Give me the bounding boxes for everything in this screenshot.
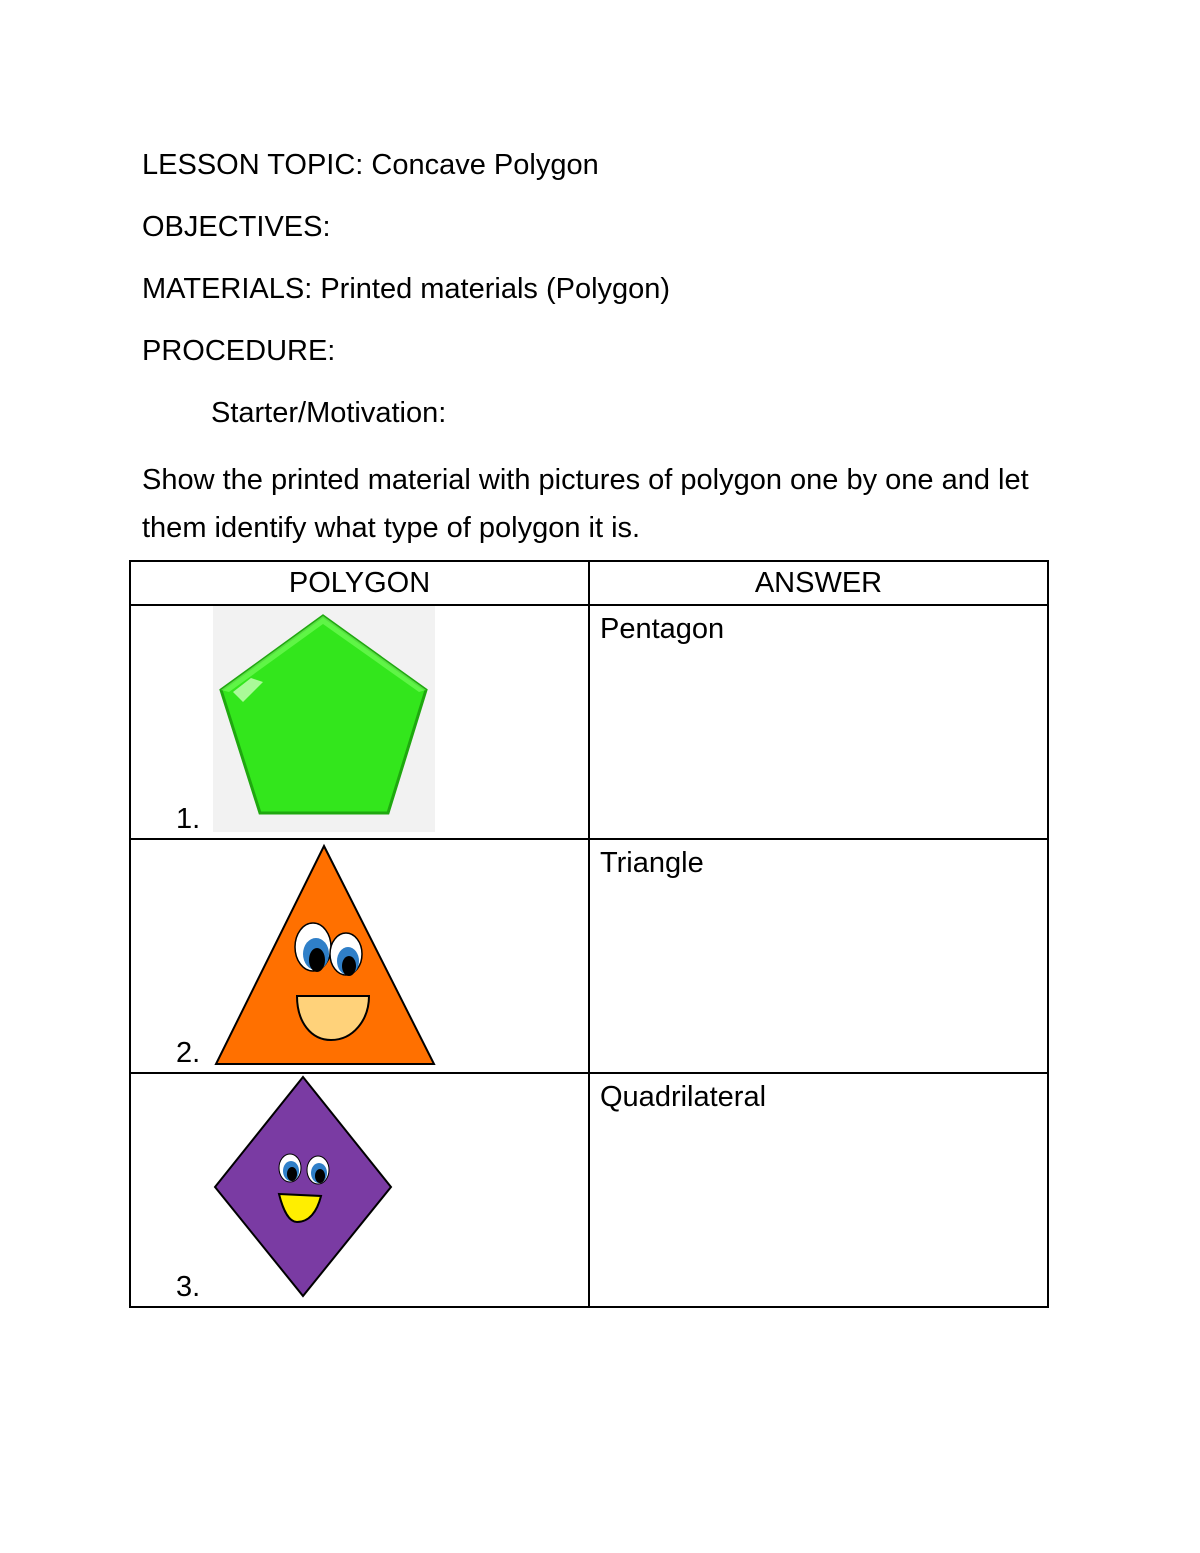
starter-heading: Starter/Motivation: <box>211 397 447 429</box>
polygon-cell <box>130 1073 589 1307</box>
answer-cell <box>589 1073 1048 1307</box>
polygon-table <box>129 560 1049 1308</box>
table-row <box>130 839 1048 1073</box>
objectives-heading: OBJECTIVES: <box>142 211 331 243</box>
green-pentagon-icon <box>213 606 435 832</box>
answer-cell <box>589 605 1048 839</box>
answer-cell <box>589 839 1048 1073</box>
answer-text: Quadrilateral <box>600 1081 767 1113</box>
answer-text: Pentagon <box>600 613 725 645</box>
lesson-topic: LESSON TOPIC: Concave Polygon <box>142 149 599 181</box>
row-number: 3. <box>176 1271 201 1303</box>
row-number: 2. <box>176 1037 201 1069</box>
polygon-cell <box>130 605 589 839</box>
procedure-heading: PROCEDURE: <box>142 335 336 367</box>
materials-line: MATERIALS: Printed materials (Polygon) <box>142 273 671 305</box>
answer-text: Triangle <box>600 847 704 879</box>
header-polygon: POLYGON <box>130 561 589 605</box>
polygon-cell <box>130 839 589 1073</box>
table-row <box>130 605 1048 839</box>
header-answer: ANSWER <box>589 561 1048 605</box>
purple-smiling-diamond-icon <box>213 1074 395 1300</box>
table-row <box>130 1073 1048 1307</box>
orange-smiling-triangle-icon <box>213 842 437 1068</box>
row-number: 1. <box>176 803 201 835</box>
table-header-row <box>130 561 1048 605</box>
instruction-paragraph: Show the printed material with pictures of polygon one by one and let them identify what type of polygon it is. <box>142 464 1029 544</box>
